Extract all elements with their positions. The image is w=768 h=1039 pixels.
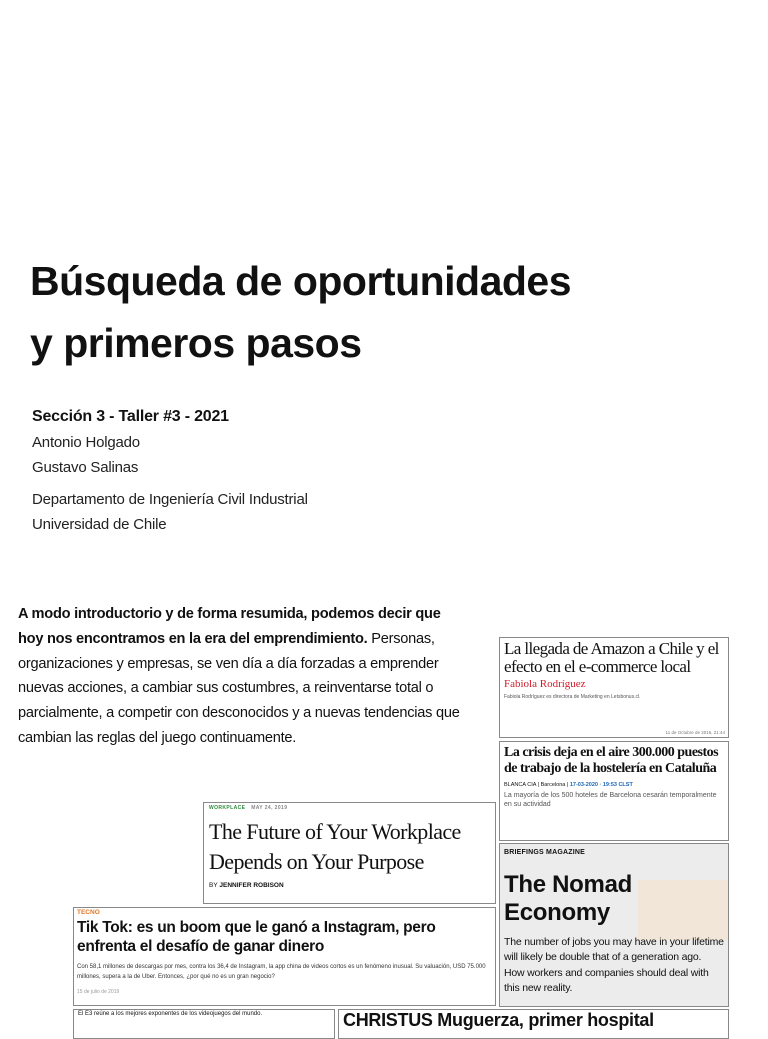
news-clipping-nomad-economy xyxy=(499,843,729,1007)
author-name: Gustavo Salinas xyxy=(32,459,139,476)
clipping-date: 11 de Octubre de 2016, 21:44 xyxy=(665,730,725,735)
news-clipping-workplace xyxy=(203,802,496,904)
clipping-timestamp: 17-03-2020 · 19:53 CLST xyxy=(569,782,633,788)
clipping-headline: The Nomad Economy xyxy=(504,871,632,926)
clipping-date: MAY 24, 2019 xyxy=(251,805,288,811)
news-clipping-videogames xyxy=(73,1009,335,1039)
page-title xyxy=(30,250,630,374)
university-name: Universidad de Chile xyxy=(32,516,167,533)
clipping-body: The number of jobs you may have in your lifetime will likely be double that of a generation ago. How workers and companies should deal with this new reality. xyxy=(504,936,724,995)
page-title-line-1: Búsqueda de oportunidades xyxy=(30,258,572,304)
clipping-date: 15 de julio de 2019 xyxy=(77,989,120,995)
clipping-author: JENNIFER ROBISON xyxy=(219,882,284,889)
clipping-caption: El E3 reúne a los mejores exponentes de los videojuegos del mundo. xyxy=(78,1011,263,1017)
clipping-byline xyxy=(504,782,724,788)
clipping-note: Fabiola Rodríguez es directora de Marketing en Letsbonus.cl. xyxy=(504,694,641,700)
news-clipping-crisis xyxy=(499,741,729,841)
clipping-category-line xyxy=(209,805,490,811)
clipping-headline: CHRISTUS Muguerza, primer hospital xyxy=(343,1010,654,1030)
clipping-headline: La crisis deja en el aire 300.000 puestos de trabajo de la hostelería en Cataluña xyxy=(504,745,719,776)
intro-body: Personas, organizaciones y empresas, se ven día a día forzadas a emprender nuevas acciones, a cambiar sus costumbres, a reinventarse total o parcialmente, a competir con desconocidos y a nuevas tendencias que cambian las reglas del juego continuamente. xyxy=(18,630,460,746)
clipping-author: Fabiola Rodríguez xyxy=(504,678,586,690)
clipping-author: BLANCA CIA | Barcelona | xyxy=(504,782,569,788)
news-clipping-amazon xyxy=(499,637,729,738)
news-clipping-christus xyxy=(338,1009,729,1039)
clipping-headline: Tik Tok: es un boom que le ganó a Instagram, pero enfrenta el desafío de ganar dinero xyxy=(77,919,436,955)
department-name: Departamento de Ingeniería Civil Industrial xyxy=(32,491,308,508)
page-title-line-2: y primeros pasos xyxy=(30,320,362,366)
session-info xyxy=(32,404,432,537)
clipping-magazine: BRIEFINGS MAGAZINE xyxy=(504,849,585,856)
clipping-byline xyxy=(209,882,490,889)
clipping-by-label: BY xyxy=(209,882,218,889)
clipping-headline: The Future of Your Workplace Depends on Your Purpose xyxy=(209,819,461,874)
session-label: Sección 3 - Taller #3 - 2021 xyxy=(32,408,229,425)
clipping-category: WORKPLACE xyxy=(209,805,246,811)
intro-lead: A modo introductorio y de forma resumida, podemos decir que hoy nos encontramos en la era del emprendimiento. xyxy=(18,606,441,647)
clipping-section-tag: TECNO xyxy=(77,909,100,916)
clipping-body: Con 58,1 millones de descargas por mes, contra los 36,4 de Instagram, la app china de videos cortos es un fenómeno inusual. Su valuación, USD 75.000 millones, supera a la de Uber. Entonces, ¿por qué no es un gran negocio? xyxy=(77,964,486,980)
intro-paragraph xyxy=(18,602,468,751)
author-name: Antonio Holgado xyxy=(32,434,140,451)
clipping-subhead: La mayoría de los 500 hoteles de Barcelona cesarán temporalmente en su actividad xyxy=(504,792,717,808)
news-clipping-tiktok xyxy=(73,907,496,1006)
clipping-headline: La llegada de Amazon a Chile y el efecto en el e-commerce local xyxy=(504,639,719,676)
